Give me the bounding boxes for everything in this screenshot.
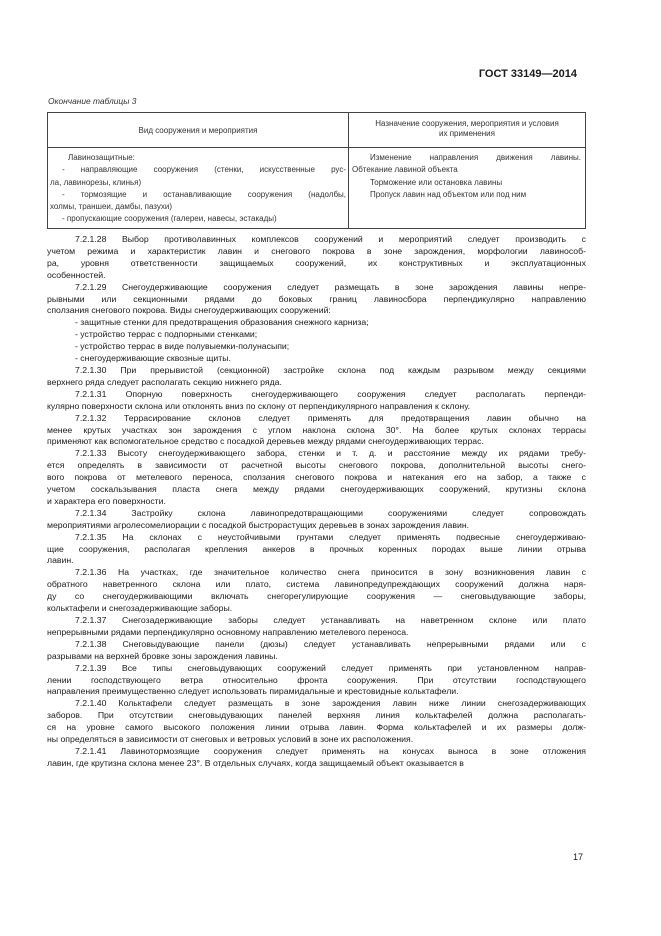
paragraph — [47, 234, 586, 282]
text-line: рывными или секционными рядами до боковых границ лавиносбора перпендикулярно направлению — [47, 293, 586, 304]
text-line: 7.2.1.28 Выбор противолавинных комплексов сооружений и мероприятий следует производить с — [75, 234, 586, 244]
paragraph — [47, 365, 586, 389]
paragraph — [47, 508, 586, 532]
text-line: применяют как вспомогательное средство с посадкой деревьев между рядами снегоудерживающих террас. — [47, 436, 484, 447]
text-line: ду со снегоудерживающими включать снегорегулирующие сооружения — снеговыдувающие заборы, — [47, 591, 586, 602]
cell-line: ла, лавинорезы, клинья) — [50, 177, 142, 187]
text-line: 7.2.1.29 Снегоудерживающие сооружения следует размещать в зоне зарождения лавины непре- — [75, 281, 586, 292]
list-item — [47, 317, 586, 329]
text-line: особенностей. — [47, 269, 106, 280]
col2-header-line: их применения — [439, 129, 495, 138]
standard-number: ГОСТ 33149—2014 — [478, 68, 577, 80]
table-caption: Окончание таблицы 3 — [48, 96, 137, 106]
text-line: мероприятиями агролесомелиорации с посадкой быстрорастущих деревьев в зонах зарождения лавин. — [47, 519, 470, 530]
text-line: 7.2.1.40 Кольктафели следует размещать в зоне зарождения лавин ниже линии снегозадерживающих — [75, 698, 586, 709]
text-line: ны определяться в зависимости от снеговых и ветровых условий в зоне их расположения. — [47, 734, 414, 745]
text-line: - устройство террас в виде полувыемки-полунасыпи; — [75, 341, 290, 352]
text-line: заборов. При отсутствии снеговыдувающих панелей верхняя линия кольктафелей должна располагать- — [47, 710, 586, 721]
text-line: 7.2.1.39 Все типы снеговыдувающих сооружений следует применять при установленном направ- — [75, 662, 586, 673]
paragraph — [47, 663, 586, 699]
page-number: 17 — [572, 852, 583, 862]
paragraph — [47, 448, 586, 508]
text-line: сползания снегового покрова. Виды снегоудерживающих сооружений: — [47, 305, 331, 316]
text-line: направления преимущественно следует использовать пирамидальные и крестовидные кольктафели. — [47, 686, 459, 697]
text-line: и характера его поверхности. — [47, 495, 166, 506]
cell-line: - тормозящие и останавливающие сооружения (надолбы, — [62, 189, 346, 199]
col2-header-line: Назначение сооружения, мероприятия и условия — [375, 119, 559, 128]
text-line: учетом соскальзывания пласта снега между рядами снегоудерживающих сооружений, крутизны склона — [47, 484, 586, 495]
body-text — [47, 234, 586, 770]
col2-header — [349, 113, 586, 148]
paragraph — [47, 532, 586, 568]
paragraph — [47, 639, 586, 663]
text-line: 7.2.1.41 Лавинотормозящие сооружения следует применять на конусах выноса в зоне отложения — [75, 745, 586, 756]
paragraph — [47, 567, 586, 615]
paragraph — [47, 389, 586, 413]
col1-header: Вид сооружения и мероприятия — [48, 113, 349, 148]
text-line: - устройство террас с подпорными стенками; — [75, 329, 258, 340]
table-body-row — [48, 148, 586, 229]
paragraph — [47, 615, 586, 639]
text-line: 7.2.1.31 Опорную поверхность снегоудерживающего сооружения следует располагать перпенди- — [75, 388, 586, 399]
text-line: 7.2.1.36 На участках, где значительное количество снега приносится в зону возникновения лавин с — [75, 567, 586, 578]
cell-line: холмы, траншеи, дамбы, пазухи) — [50, 202, 173, 212]
cell-line: Обтекание лавиной объекта — [352, 165, 458, 175]
cell-line: Пропуск лавин над объектом или под ним — [370, 189, 527, 199]
text-line: учетом режима и характеристик лавин и снегового покрова в зоне зарождения, морфологии лавинособ- — [47, 245, 586, 256]
cell-line: - пропускающие сооружения (галереи, навесы, эстакады) — [62, 214, 277, 224]
text-line: ра, уровня ответственности защищаемых сооружений, их конструктивных и эксплуатационных — [47, 257, 586, 268]
cell-line: Торможение или остановка лавины — [370, 177, 503, 187]
text-line: кольктафели и снегозадерживающие заборы. — [47, 603, 233, 614]
text-line: 7.2.1.37 Снегозадерживающие заборы следует устанавливать на наветренном склоне или плато — [75, 615, 586, 625]
text-line: 7.2.1.32 Террасирование склонов следует применять для предотвращения лавин обычно на — [75, 412, 586, 423]
text-line: 7.2.1.33 Высоту снегоудерживающего забора, стенки и т. д. и расстояние между их рядами требу- — [75, 448, 586, 459]
paragraph — [47, 698, 586, 746]
text-line: 7.2.1.38 Снеговыдувающие панели (дюзы) следует устанавливать непрерывными рядами или с — [75, 638, 586, 649]
text-line: 7.2.1.30 При прерывистой (секционной) застройке склона под каждым разрывом между секциями — [75, 364, 586, 375]
text-line: 7.2.1.35 На склонах с неустойчивыми грунтами следует применять подвесные снегоудерживаю- — [75, 531, 586, 542]
text-line: кулярно поверхности склона или отклонять вниз по склону от перпендикулярного направления к склону. — [47, 400, 471, 411]
text-line: разрывами на верхней бровке зоны зарождения лавины. — [47, 650, 278, 661]
paragraph — [47, 746, 586, 770]
cell-line: Лавинозащитные: — [68, 153, 135, 162]
text-line: непрерывными рядами перпендикулярно основному направлению метелевого переноса. — [47, 626, 409, 637]
cell-line: Изменение направления движения лавины. — [370, 153, 581, 162]
text-line: лении господствующего ветра относительно фронта сооружения. При отсутствии господствующего — [47, 674, 586, 685]
col1-cell — [48, 148, 349, 229]
text-line: 7.2.1.34 Застройку склона лавинопредотвращающими сооружениями следует сопровождать — [75, 507, 586, 518]
text-line: верхнего ряда следует располагать секцию нижнего ряда. — [47, 376, 282, 387]
text-line: обратного наветренного склона или плато, система лавинопредупреждающих сооружений должна наря- — [47, 579, 586, 590]
list-item — [47, 353, 586, 365]
text-line: ется определять в зависимости от расчетной высоты снегового покрова, дополнительной высоты снего- — [47, 460, 586, 471]
text-line: вого покрова от метелевого переноса, сползания снегового покрова и натекания его на забор, а также с — [47, 472, 586, 483]
table-header-row — [48, 113, 586, 148]
paragraph — [47, 413, 586, 449]
list-item — [47, 341, 586, 353]
text-line: - защитные стенки для предотвращения образования снежного карниза; — [75, 317, 369, 328]
table-3 — [47, 112, 586, 229]
text-line: менее крутых участках зон зарождения с углом наклона склона 30°. На более крутых склонах террасы — [47, 424, 586, 435]
col2-cell — [349, 148, 586, 229]
text-line: - снегоудерживающие сквозные щиты. — [75, 353, 231, 364]
cell-line: - направляющие сооружения (стенки, искусственные рус- — [62, 165, 346, 175]
text-line: лавин. — [47, 555, 74, 566]
text-line: щие сооружения, располагая крепления анкеров в прочных коренных породах выше линии отрыва — [47, 543, 586, 554]
text-line: лавин, где крутизна склона менее 23°. В отдельных случаях, когда защищаемый объект оказывается в — [47, 757, 464, 768]
text-line: ся на уровне самого высокого положения линии отрыва лавин. Форма кольктафелей и их размеры долж- — [47, 722, 586, 733]
list-item — [47, 329, 586, 341]
paragraph — [47, 282, 586, 318]
